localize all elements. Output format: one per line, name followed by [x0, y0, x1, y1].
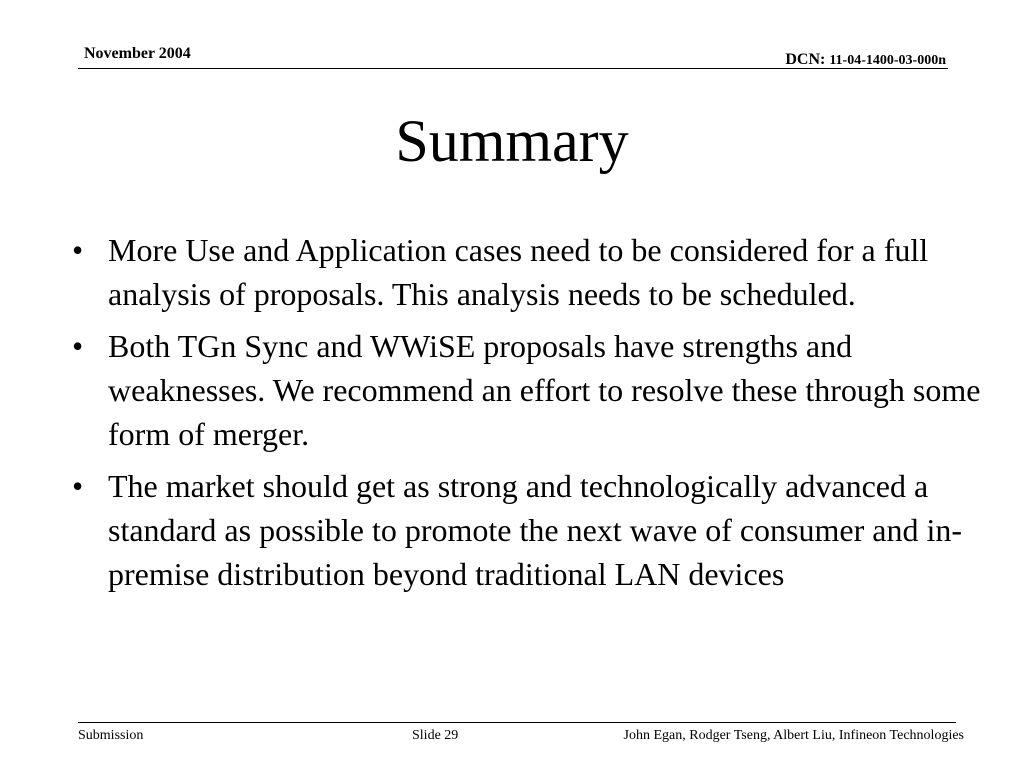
header-dcn: [785, 51, 946, 69]
bullet-item: [72, 464, 982, 596]
footer-submission: Submission: [78, 728, 144, 743]
bullet-text: Both TGn Sync and WWiSE proposals have strengths and weaknesses. We recommend an effort to resolve these through some form of merger.: [108, 328, 981, 452]
footer-slide-number: Slide 29: [412, 728, 459, 743]
header-date: November 2004: [84, 45, 191, 62]
header-divider: [78, 68, 948, 69]
footer-authors: John Egan, Rodger Tseng, Albert Liu, Infineon Technologies: [623, 728, 964, 743]
dcn-label: DCN:: [785, 51, 830, 68]
dcn-number: 11-04-1400-03-000n: [829, 53, 946, 68]
bullet-text: The market should get as strong and technologically advanced a standard as possible to promote the next wave of consumer and in-premise distribution beyond traditional LAN devices: [108, 468, 962, 592]
bullet-item: [72, 324, 982, 456]
bullet-item: [72, 228, 982, 316]
bullet-text: More Use and Application cases need to be considered for a full analysis of proposals. This analysis needs to be scheduled.: [108, 232, 929, 312]
bullet-list: [72, 228, 982, 604]
slide-title: Summary: [395, 108, 629, 174]
bullet-marker: •: [72, 232, 84, 268]
footer-divider: [78, 722, 956, 723]
bullet-marker: •: [72, 328, 84, 364]
bullet-marker: •: [72, 468, 84, 504]
